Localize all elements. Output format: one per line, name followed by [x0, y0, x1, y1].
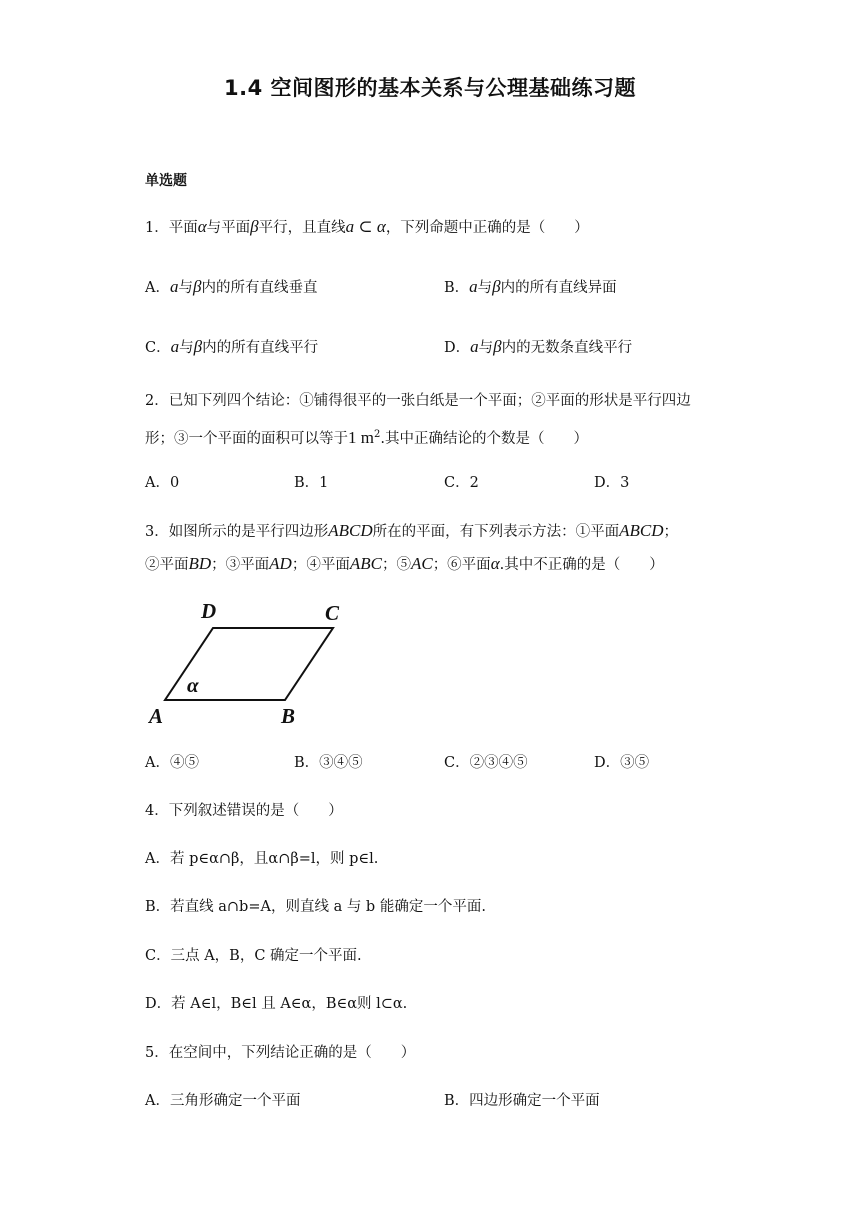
question-4-stem: 4．下列叙述错误的是（ ） — [145, 803, 343, 819]
text-segment: ；⑥平面 — [432, 557, 491, 573]
math-abc: ABC — [349, 554, 382, 573]
option-label: C． — [145, 340, 171, 356]
option-text: 内的无数条直线平行 — [501, 340, 633, 356]
math-var: a — [170, 337, 180, 356]
question-2-option-d: D．3 — [594, 475, 630, 491]
math-var: a — [169, 277, 179, 296]
option-text: 内的所有直线异面 — [500, 280, 617, 296]
question-2-line-2 — [145, 424, 588, 450]
question-5-option-a: A．三角形确定一个平面 — [145, 1093, 301, 1109]
math-ad: AD — [269, 554, 292, 573]
question-4-option-a: A．若 p∈α∩β，且α∩β=l，则 p∈l. — [145, 851, 379, 867]
question-2-option-b: B．1 — [294, 475, 329, 491]
math-superscript: 2 — [373, 429, 381, 440]
question-3-line-2 — [145, 553, 664, 576]
math-alpha: α — [490, 554, 500, 573]
section-heading: 单选题 — [145, 173, 187, 189]
math-abcd: ABCD — [328, 521, 373, 540]
question-4-option-b: B．若直线 a∩b=A，则直线 a 与 b 能确定一个平面. — [145, 899, 486, 915]
text-segment: 与平面 — [206, 220, 251, 236]
math-bd: BD — [188, 554, 212, 573]
math-abcd: ABCD — [619, 521, 664, 540]
question-5-stem: 5．在空间中，下列结论正确的是（ ） — [145, 1045, 416, 1061]
math-beta: β — [192, 277, 202, 296]
text-segment: ②平面 — [145, 557, 189, 573]
text-segment: 与 — [179, 340, 194, 356]
option-text: 内的所有直线平行 — [202, 340, 319, 356]
option-label: B． — [444, 280, 470, 296]
option-text: 内的所有直线垂直 — [201, 280, 318, 296]
text-segment: ，下列命题中正确的是（ ） — [385, 220, 589, 236]
option-label: D． — [444, 340, 471, 356]
question-2-option-a: A．0 — [145, 475, 180, 491]
text-segment: .其中不正确的是（ ） — [499, 557, 664, 573]
question-3-option-d: D．③⑤ — [594, 755, 650, 771]
parallelogram-figure — [145, 598, 355, 728]
page-title: 1.4 空间图形的基本关系与公理基础练习题 — [223, 76, 636, 100]
plane-label-alpha: α — [187, 673, 199, 697]
question-4-option-d: D．若 A∈l，B∈l 且 A∈α，B∈α则 l⊂α. — [145, 996, 408, 1012]
text-segment: 3．如图所示的是平行四边形 — [145, 524, 329, 540]
math-beta: β — [493, 337, 502, 356]
math-beta: β — [193, 337, 203, 356]
text-segment: ；③平面 — [211, 557, 270, 573]
question-3-line-1 — [145, 520, 678, 543]
vertex-label-d: D — [201, 599, 217, 623]
question-5-option-b: B．四边形确定一个平面 — [444, 1093, 600, 1109]
question-number: 1． — [145, 220, 169, 236]
question-2-line-1: 2．已知下列四个结论：①铺得很平的一张白纸是一个平面；②平面的形状是平行四边 — [145, 393, 691, 409]
vertex-label-c: C — [325, 601, 340, 625]
vertex-label-a: A — [149, 704, 164, 728]
question-3-option-b: B．③④⑤ — [294, 755, 363, 771]
text-segment: 与 — [178, 280, 193, 296]
text-segment: ；⑤ — [381, 557, 411, 573]
question-1-option-a — [145, 276, 317, 299]
question-1-option-b — [444, 276, 617, 299]
text-segment: 平面 — [168, 220, 198, 236]
question-3-option-a: A．④⑤ — [145, 755, 199, 771]
question-1-option-c — [145, 336, 318, 359]
question-1-option-d — [444, 336, 632, 359]
question-1-stem — [145, 216, 589, 239]
option-label: A． — [145, 280, 170, 296]
vertex-label-b: B — [281, 704, 296, 728]
text-segment: 与 — [477, 280, 493, 296]
math-unit: 1 m — [348, 427, 374, 447]
math-expression: a ⊂ α — [345, 217, 386, 236]
question-4-option-c: C．三点 A，B，C 确定一个平面. — [145, 948, 362, 964]
text-segment: 与 — [478, 340, 494, 356]
text-segment: 形；③一个平面的面积可以等于 — [145, 430, 348, 447]
math-ac: AC — [410, 554, 433, 573]
math-alpha: α — [197, 217, 207, 236]
text-segment: 平行，且直线 — [258, 220, 346, 236]
text-segment: 所在的平面，有下列表示方法：①平面 — [372, 524, 620, 540]
text-segment: .其中正确结论的个数是（ ） — [380, 430, 588, 447]
text-segment: ； — [663, 524, 679, 540]
math-beta: β — [250, 217, 259, 236]
question-3-option-c: C．②③④⑤ — [444, 755, 528, 771]
math-var: a — [470, 337, 479, 356]
question-2-option-c: C．2 — [444, 475, 479, 491]
text-segment: ；④平面 — [291, 557, 350, 573]
math-var: a — [469, 277, 478, 296]
math-beta: β — [492, 277, 501, 296]
